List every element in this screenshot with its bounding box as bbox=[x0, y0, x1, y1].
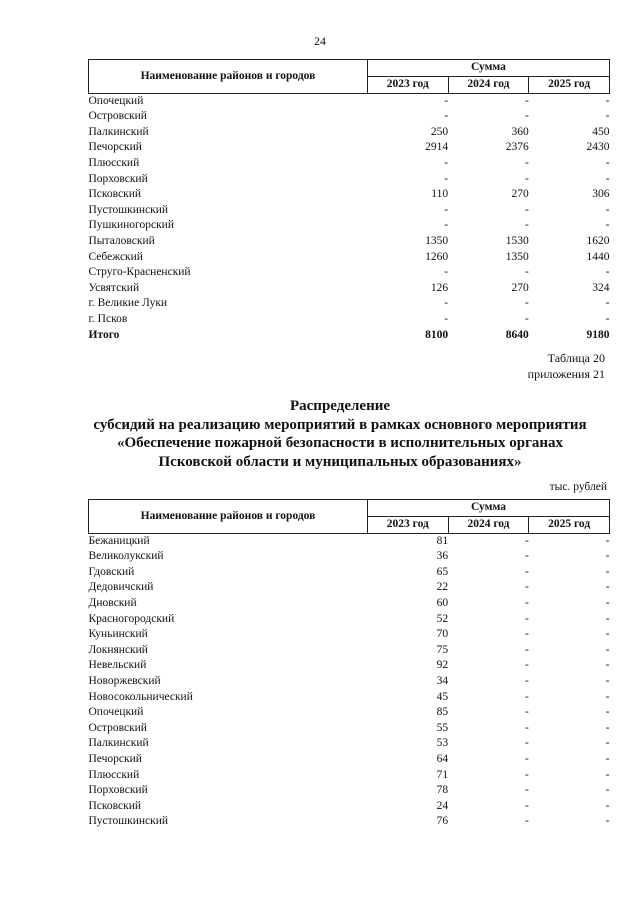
district-name: Островский bbox=[88, 721, 147, 734]
amount-2023: 85 bbox=[436, 706, 449, 719]
table-row bbox=[89, 93, 610, 109]
header-name-column: Наименование районов и городов bbox=[89, 500, 368, 534]
amount-2023: 60 bbox=[436, 596, 449, 609]
amount-2025: - bbox=[605, 768, 610, 781]
amount-2025: 2430 bbox=[586, 141, 610, 154]
amount-2024: - bbox=[524, 643, 529, 656]
amount-2023: 1260 bbox=[425, 250, 449, 263]
title-line-3: «Обеспечение пожарной безопасности в исполнительных органах bbox=[116, 435, 564, 451]
district-name: Плюсский bbox=[88, 768, 140, 781]
amount-2024: - bbox=[524, 799, 529, 812]
amount-2023: - bbox=[444, 156, 449, 169]
units-label: тыс. рублей bbox=[549, 481, 607, 493]
district-name: Красногородский bbox=[88, 612, 175, 625]
amount-2025: - bbox=[605, 799, 610, 812]
total-row bbox=[89, 328, 610, 344]
table-row bbox=[89, 565, 610, 581]
amount-2023: - bbox=[444, 110, 449, 123]
district-name: Порховский bbox=[88, 784, 148, 797]
table-row bbox=[89, 643, 610, 659]
amount-2023: 75 bbox=[436, 643, 449, 656]
district-name: Струго-Красненский bbox=[88, 266, 191, 279]
amount-2024: - bbox=[524, 534, 529, 547]
district-name: Новосокольнический bbox=[88, 690, 193, 703]
amount-2024: - bbox=[524, 172, 529, 185]
amount-2025: - bbox=[605, 94, 610, 107]
table-row bbox=[89, 596, 610, 612]
amount-2023: 53 bbox=[436, 737, 449, 750]
table-row bbox=[89, 265, 610, 281]
amount-2023: 64 bbox=[436, 752, 449, 765]
district-name: Локнянский bbox=[88, 643, 148, 656]
amount-2023: - bbox=[444, 172, 449, 185]
table-row bbox=[89, 312, 610, 328]
amount-2024: - bbox=[524, 565, 529, 578]
district-name: Куньинский bbox=[88, 628, 148, 641]
district-name: Печорский bbox=[88, 752, 142, 765]
amount-2024: - bbox=[524, 596, 529, 609]
header-year-2025: 2025 год bbox=[529, 77, 610, 94]
district-name: Островский bbox=[88, 110, 147, 123]
table-row bbox=[89, 533, 610, 549]
amount-2023: - bbox=[444, 203, 449, 216]
amount-2025: - bbox=[605, 219, 610, 232]
amount-2025: - bbox=[605, 156, 610, 169]
amount-2023: 71 bbox=[436, 768, 449, 781]
district-name: Опочецкий bbox=[88, 94, 144, 107]
table-row bbox=[89, 172, 610, 188]
amount-2023: 1350 bbox=[425, 234, 449, 247]
section-title bbox=[0, 397, 640, 471]
amount-2025: - bbox=[605, 752, 610, 765]
amount-2024: - bbox=[524, 659, 529, 672]
table-row bbox=[89, 627, 610, 643]
amount-2023: 36 bbox=[436, 550, 449, 563]
title-line-2: субсидий на реализацию мероприятий в рамках основного мероприятия bbox=[93, 416, 587, 433]
amount-2023: - bbox=[444, 297, 449, 310]
amount-2024: - bbox=[524, 690, 529, 703]
table-2-body bbox=[89, 533, 610, 830]
district-name: Псковский bbox=[88, 799, 142, 812]
table-row bbox=[89, 658, 610, 674]
amount-2024: - bbox=[524, 219, 529, 232]
amount-2024: - bbox=[524, 752, 529, 765]
district-name: Великолукский bbox=[88, 550, 164, 563]
table-row bbox=[89, 674, 610, 690]
table-row bbox=[89, 187, 610, 203]
amount-2023: 70 bbox=[436, 628, 449, 641]
district-name: г. Псков bbox=[88, 312, 128, 325]
table-row bbox=[89, 721, 610, 737]
amount-2024: - bbox=[524, 94, 529, 107]
table-row bbox=[89, 705, 610, 721]
amount-2024: - bbox=[524, 297, 529, 310]
amount-2024: 360 bbox=[511, 125, 529, 138]
table-row bbox=[89, 296, 610, 312]
table-caption bbox=[528, 350, 605, 382]
amount-2025: 306 bbox=[592, 188, 610, 201]
amount-2024: - bbox=[524, 784, 529, 797]
amount-2023: - bbox=[444, 266, 449, 279]
table-row bbox=[89, 218, 610, 234]
district-name: Дедовичский bbox=[88, 581, 154, 594]
amount-2023: - bbox=[444, 94, 449, 107]
amount-2024: 1530 bbox=[505, 234, 529, 247]
district-name: Гдовский bbox=[88, 565, 135, 578]
amount-2024: - bbox=[524, 110, 529, 123]
district-name: Палкинский bbox=[88, 737, 149, 750]
amount-2025: - bbox=[605, 674, 610, 687]
subsidy-table-1 bbox=[88, 59, 610, 343]
amount-2024: - bbox=[524, 628, 529, 641]
amount-2025: - bbox=[605, 110, 610, 123]
table-row bbox=[89, 109, 610, 125]
header-year-2025: 2025 год bbox=[529, 517, 610, 534]
amount-2024: 270 bbox=[511, 281, 529, 294]
title-line-1: Распределение bbox=[289, 398, 391, 414]
amount-2024: - bbox=[524, 550, 529, 563]
table-row bbox=[89, 234, 610, 250]
table-row bbox=[89, 140, 610, 156]
table-row bbox=[89, 125, 610, 141]
amount-2023: 126 bbox=[430, 281, 449, 294]
amount-2023: 92 bbox=[436, 659, 449, 672]
table-row bbox=[89, 549, 610, 565]
district-name: Палкинский bbox=[88, 125, 149, 138]
amount-2024: - bbox=[524, 737, 529, 750]
district-name: Новоржевский bbox=[88, 674, 161, 687]
amount-2024: - bbox=[524, 674, 529, 687]
table-row bbox=[89, 580, 610, 596]
table-row bbox=[89, 814, 610, 830]
header-year-2024: 2024 год bbox=[448, 77, 529, 94]
table-row bbox=[89, 768, 610, 784]
district-name: Итого bbox=[88, 328, 120, 341]
amount-2024: - bbox=[524, 706, 529, 719]
district-name: Псковский bbox=[88, 188, 142, 201]
amount-2023: 78 bbox=[436, 784, 449, 797]
amount-2025: - bbox=[605, 534, 610, 547]
amount-2024: - bbox=[524, 156, 529, 169]
table-number: Таблица 20 bbox=[547, 351, 605, 365]
amount-2024: - bbox=[524, 768, 529, 781]
district-name: г. Великие Луки bbox=[88, 297, 168, 310]
district-name: Пушкиногорский bbox=[88, 219, 174, 232]
amount-2023: - bbox=[444, 219, 449, 232]
amount-2023: - bbox=[444, 312, 449, 325]
amount-2025: - bbox=[605, 721, 610, 734]
amount-2023: 110 bbox=[431, 188, 449, 201]
district-name: Невельский bbox=[88, 659, 147, 672]
amount-2025: - bbox=[605, 628, 610, 641]
amount-2023: 34 bbox=[436, 674, 449, 687]
amount-2024: - bbox=[524, 721, 529, 734]
district-name: Усвятский bbox=[88, 281, 140, 294]
title-line-4: Псковской области и муниципальных образованиях» bbox=[158, 453, 522, 470]
amount-2024: 2376 bbox=[505, 141, 529, 154]
district-name: Пустошкинский bbox=[88, 815, 169, 828]
district-name: Пыталовский bbox=[88, 234, 155, 247]
amount-2024: - bbox=[524, 266, 529, 279]
table-row bbox=[89, 799, 610, 815]
header-sum: Сумма bbox=[367, 60, 609, 77]
district-name: Опочецкий bbox=[88, 706, 144, 719]
amount-2023: 24 bbox=[436, 799, 449, 812]
table-row bbox=[89, 156, 610, 172]
subsidy-table-2 bbox=[88, 499, 610, 830]
amount-2023: 76 bbox=[436, 815, 449, 828]
amount-2025: - bbox=[605, 706, 610, 719]
table-row bbox=[89, 690, 610, 706]
amount-2025: 1620 bbox=[586, 234, 610, 247]
table-row bbox=[89, 736, 610, 752]
amount-2024: - bbox=[524, 815, 529, 828]
amount-2025: - bbox=[605, 643, 610, 656]
amount-2023: 2914 bbox=[425, 141, 449, 154]
amount-2024: 270 bbox=[511, 188, 529, 201]
amount-2025: - bbox=[605, 581, 610, 594]
district-name: Дновский bbox=[88, 596, 137, 609]
amount-2025: - bbox=[605, 815, 610, 828]
amount-2024: - bbox=[524, 581, 529, 594]
district-name: Печорский bbox=[88, 141, 142, 154]
amount-2024: - bbox=[524, 612, 529, 625]
page-number: 24 bbox=[314, 34, 326, 48]
amount-2025: - bbox=[605, 297, 610, 310]
amount-2025: 1440 bbox=[586, 250, 610, 263]
table-row bbox=[89, 612, 610, 628]
table-row bbox=[89, 783, 610, 799]
table-row bbox=[89, 250, 610, 266]
header-sum: Сумма bbox=[367, 500, 609, 517]
district-name: Пустошкинский bbox=[88, 203, 169, 216]
amount-2025: - bbox=[605, 203, 610, 216]
amount-2025: - bbox=[605, 172, 610, 185]
amount-2025: - bbox=[605, 659, 610, 672]
header-name-column: Наименование районов и городов bbox=[89, 60, 368, 94]
table-row bbox=[89, 203, 610, 219]
district-name: Бежаницкий bbox=[88, 534, 150, 547]
table-row bbox=[89, 752, 610, 768]
header-year-2023: 2023 год bbox=[367, 517, 448, 534]
amount-2025: - bbox=[605, 565, 610, 578]
appendix-number: приложения 21 bbox=[527, 367, 605, 381]
amount-2023: 52 bbox=[436, 612, 449, 625]
amount-2025: - bbox=[605, 596, 610, 609]
district-name: Плюсский bbox=[88, 156, 140, 169]
district-name: Порховский bbox=[88, 172, 148, 185]
amount-2025: 9180 bbox=[586, 328, 610, 341]
header-year-2023: 2023 год bbox=[367, 77, 448, 94]
amount-2025: - bbox=[605, 612, 610, 625]
amount-2023: 81 bbox=[436, 534, 449, 547]
amount-2025: 324 bbox=[592, 281, 610, 294]
header-year-2024: 2024 год bbox=[448, 517, 529, 534]
amount-2023: 8100 bbox=[425, 328, 449, 341]
amount-2023: 65 bbox=[436, 565, 449, 578]
amount-2023: 55 bbox=[436, 721, 449, 734]
amount-2023: 45 bbox=[436, 690, 449, 703]
amount-2025: - bbox=[605, 312, 610, 325]
table-row bbox=[89, 281, 610, 297]
amount-2025: - bbox=[605, 266, 610, 279]
district-name: Себежский bbox=[88, 250, 143, 263]
amount-2025: 450 bbox=[592, 125, 610, 138]
amount-2024: 1350 bbox=[505, 250, 529, 263]
amount-2025: - bbox=[605, 690, 610, 703]
amount-2023: 22 bbox=[436, 581, 449, 594]
amount-2024: - bbox=[524, 312, 529, 325]
amount-2024: - bbox=[524, 203, 529, 216]
amount-2025: - bbox=[605, 550, 610, 563]
amount-2023: 250 bbox=[430, 125, 449, 138]
table-1-body bbox=[89, 93, 610, 343]
amount-2024: 8640 bbox=[505, 328, 529, 341]
amount-2025: - bbox=[605, 784, 610, 797]
amount-2025: - bbox=[605, 737, 610, 750]
